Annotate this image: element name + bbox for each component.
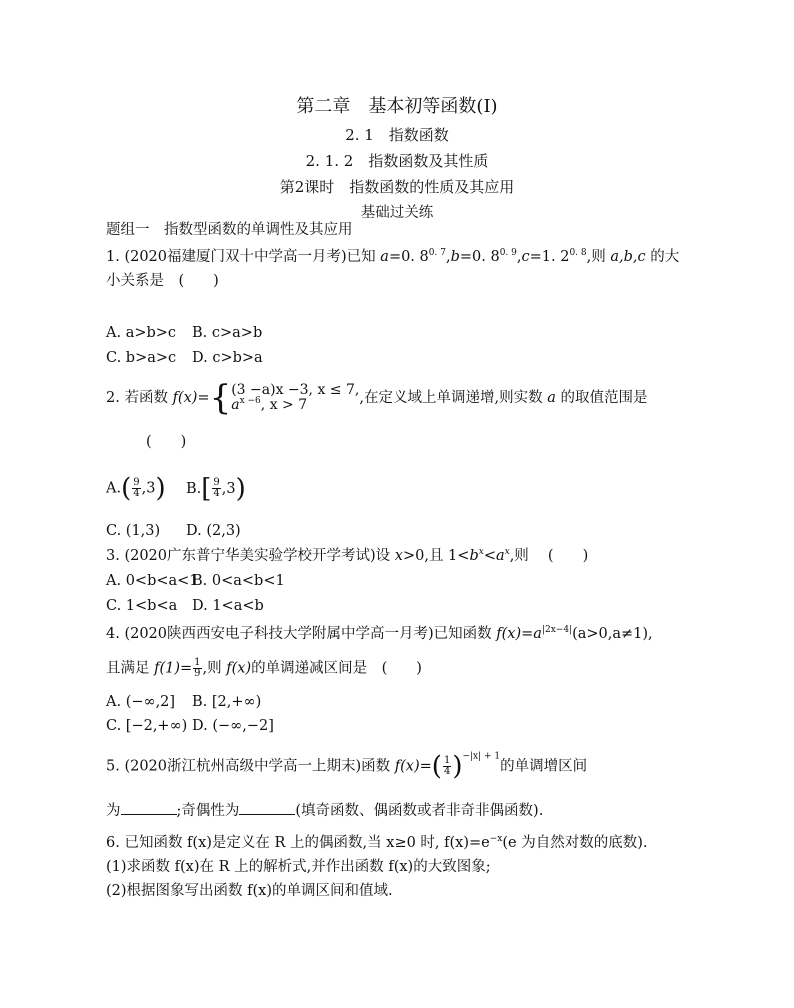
- section-title: 2. 1 指数函数: [345, 126, 449, 144]
- q1-tail: ,则: [586, 249, 611, 265]
- q5-stem-line2: [106, 800, 543, 821]
- lesson-title: 第2课时 指数函数的性质及其应用: [279, 178, 515, 196]
- q2-option-b-label: B.: [186, 480, 202, 497]
- group1-heading: 题组一 指数型函数的单调性及其应用: [106, 222, 353, 238]
- q5-frac: [443, 756, 451, 777]
- q2-left-brace: {: [209, 378, 232, 418]
- q5-line2-mid: ;奇偶性为: [176, 803, 240, 819]
- q4-fx: f(x): [496, 626, 522, 642]
- q3-bx: x: [478, 547, 484, 557]
- subsection-title: 2. 1. 2 指数函数及其性质: [305, 152, 489, 170]
- q5-frac-den: 4: [443, 766, 451, 777]
- q1-eq1: =0. 8: [388, 249, 429, 265]
- q1-option-d: D. c>b>a: [192, 350, 263, 366]
- q1-exp2: 0. 9: [499, 248, 517, 258]
- q5-stem: [106, 751, 588, 782]
- q1-option-c: C. b>a>c: [106, 350, 177, 366]
- q1-var-b: b: [450, 249, 460, 265]
- q1-comma1: ,: [445, 249, 451, 265]
- q2-options-row2: [106, 521, 241, 541]
- q3-option-a: A. 0<b<a<1: [106, 573, 199, 589]
- q3-ax: x: [504, 547, 510, 557]
- q2-option-b-frac: [212, 478, 220, 499]
- q1-stem-line2: 小关系是 ( ): [106, 273, 219, 289]
- q5-lead: 5. (2020浙江杭州高级中学高一上期末)函数: [106, 758, 395, 775]
- q6-line1-tail: (e 为自然对数的底数).: [502, 835, 648, 851]
- q1-var-a: a: [380, 249, 389, 265]
- q3-tail: ,则 ( ): [509, 548, 589, 564]
- q3-lt: <: [483, 548, 496, 564]
- q2-option-a-label: A.: [106, 480, 122, 497]
- q5-tail: 的单调增区间: [500, 758, 588, 775]
- q4-line2-lead: 且满足: [106, 660, 155, 677]
- q1-option-b: B. c>a>b: [192, 325, 263, 341]
- q4-eq: =: [521, 626, 534, 642]
- q3-stem: [106, 546, 588, 566]
- q5-frac-num: 1: [443, 755, 451, 766]
- q1-stem: [106, 247, 679, 267]
- q2-option-a-lparen: (: [121, 473, 132, 504]
- practice-title: 基础过关练: [360, 205, 434, 221]
- q4-tail: 的单调递减区间是 ( ): [251, 660, 422, 677]
- q4-cond: (a>0,a≠1),: [572, 626, 653, 642]
- q2-option-b-den: 4: [213, 488, 220, 499]
- q2-stem: [106, 378, 648, 418]
- q2-fx: f(x): [172, 390, 198, 406]
- q2-case2-base: a: [231, 397, 240, 413]
- q1-lead: 1. (2020福建厦门双十中学高一月考)已知: [106, 249, 381, 265]
- q4-options-row2: [106, 716, 274, 736]
- q2-var-a: a: [547, 390, 556, 406]
- q3-option-d: D. 1<a<b: [192, 598, 264, 614]
- q6-stem-line1: [106, 833, 647, 853]
- q2-option-a-den: 4: [133, 488, 140, 499]
- q5-line2-tail: (填奇函数、偶函数或者非奇非偶函数).: [295, 803, 544, 819]
- q4-option-a: A. (−∞,2]: [106, 694, 176, 710]
- q1-exp1: 0. 7: [428, 248, 446, 258]
- q5-blank-parity[interactable]: [239, 800, 295, 815]
- q1-exp3: 0. 8: [569, 248, 587, 258]
- q4-frac: [193, 658, 201, 679]
- q6-part2: (2)根据图象写出函数 f(x)的单调区间和值域.: [106, 883, 393, 899]
- q3-cond: >0,且 1<: [402, 548, 470, 564]
- q4-frac-den: 9: [194, 668, 201, 679]
- q4-mid: ,则: [202, 660, 227, 677]
- q5-exp: −|x| + 1: [462, 751, 501, 762]
- q4-stem: [106, 624, 653, 644]
- q3-var-a: a: [495, 548, 505, 564]
- q6-line1: 6. 已知函数 f(x)是定义在 R 上的偶函数,当 x≥0 时, f(x)=e: [106, 835, 490, 851]
- q2-option-b-lbracket: [: [201, 473, 212, 504]
- q5-blank-interval[interactable]: [121, 800, 177, 815]
- q6-line1-exp: −x: [489, 834, 503, 844]
- q4-lead: 4. (2020陕西西安电子科技大学附属中学高一月考)已知函数: [106, 626, 497, 642]
- q2-option-a-rparen: ): [155, 473, 166, 504]
- q2-case2-rest: , x > 7: [260, 397, 308, 413]
- q3-lead: 3. (2020广东普宁华美实验学校开学考试)设: [106, 548, 395, 564]
- q3-options-row1: [106, 571, 285, 591]
- q2-answer-paren: ( ): [146, 434, 187, 450]
- q1-var-c: c: [521, 249, 530, 265]
- chapter-title: 第二章 基本初等函数(Ⅰ): [296, 96, 498, 117]
- q4-frac-num: 1: [194, 657, 201, 668]
- q2-option-c: C. (1,3): [106, 523, 161, 539]
- q4-f1: f(1)=: [154, 660, 193, 677]
- q2-tail: ,在定义域上单调递增,则实数: [359, 390, 548, 406]
- q3-option-b: B. 0<a<b<1: [192, 573, 285, 589]
- q1-options-row1: [106, 323, 262, 343]
- q2-option-d: D. (2,3): [186, 523, 241, 539]
- q2-lead: 2. 若函数: [106, 390, 173, 406]
- q2-option-b-rparen: ): [235, 473, 246, 504]
- q4-stem-line2: [106, 658, 422, 679]
- q2-option-a: [106, 473, 186, 504]
- q1-eq2: =0. 8: [459, 249, 500, 265]
- q2-case1: (3 −a)x −3, x ≤ 7,: [231, 382, 360, 398]
- q2-option-b: [186, 473, 246, 504]
- q2-option-a-num: 9: [133, 477, 140, 488]
- q4-exp: |2x−4|: [541, 625, 573, 635]
- q4-option-b: B. [2,+∞): [192, 694, 262, 710]
- q3-var-b: b: [469, 548, 479, 564]
- q1-option-a: A. a>b>c: [106, 325, 177, 341]
- q4-option-c: C. [−2,+∞): [106, 718, 188, 734]
- q5-line2-lead: 为: [106, 803, 121, 819]
- q1-comma2: ,: [516, 249, 522, 265]
- q1-abc: a,b,c: [610, 249, 646, 265]
- q2-option-b-rest: ,3: [221, 480, 236, 497]
- q2-tail2: 的取值范围是: [555, 390, 648, 406]
- q2-option-b-num: 9: [213, 477, 220, 488]
- q4-fx2: f(x): [226, 660, 252, 677]
- q2-eq: =: [197, 390, 210, 406]
- q4-options-row1: [106, 692, 261, 712]
- q2-option-a-rest: ,3: [141, 480, 156, 497]
- q1-tail2: 的大: [645, 249, 680, 265]
- q5-lparen: (: [431, 751, 442, 782]
- q5-eq: =: [419, 758, 432, 775]
- q4-base-a: a: [533, 626, 542, 642]
- q6-part1: (1)求函数 f(x)在 R 上的解析式,并作出函数 f(x)的大致图象;: [106, 859, 491, 875]
- q2-case2: [231, 398, 359, 413]
- q2-option-a-frac: [132, 478, 140, 499]
- q5-rparen: ): [452, 751, 463, 782]
- q4-option-d: D. (−∞,−2]: [192, 718, 274, 734]
- q5-fx: f(x): [394, 758, 420, 775]
- q1-eq3: =1. 2: [529, 249, 570, 265]
- q3-option-c: C. 1<b<a: [106, 598, 178, 614]
- q2-case2-exp: x −6: [239, 396, 261, 406]
- q3-var-x: x: [394, 548, 403, 564]
- q3-options-row2: [106, 596, 264, 616]
- q1-options-row2: [106, 348, 263, 368]
- q2-options-row1: [106, 473, 246, 504]
- q2-cases: [231, 383, 359, 413]
